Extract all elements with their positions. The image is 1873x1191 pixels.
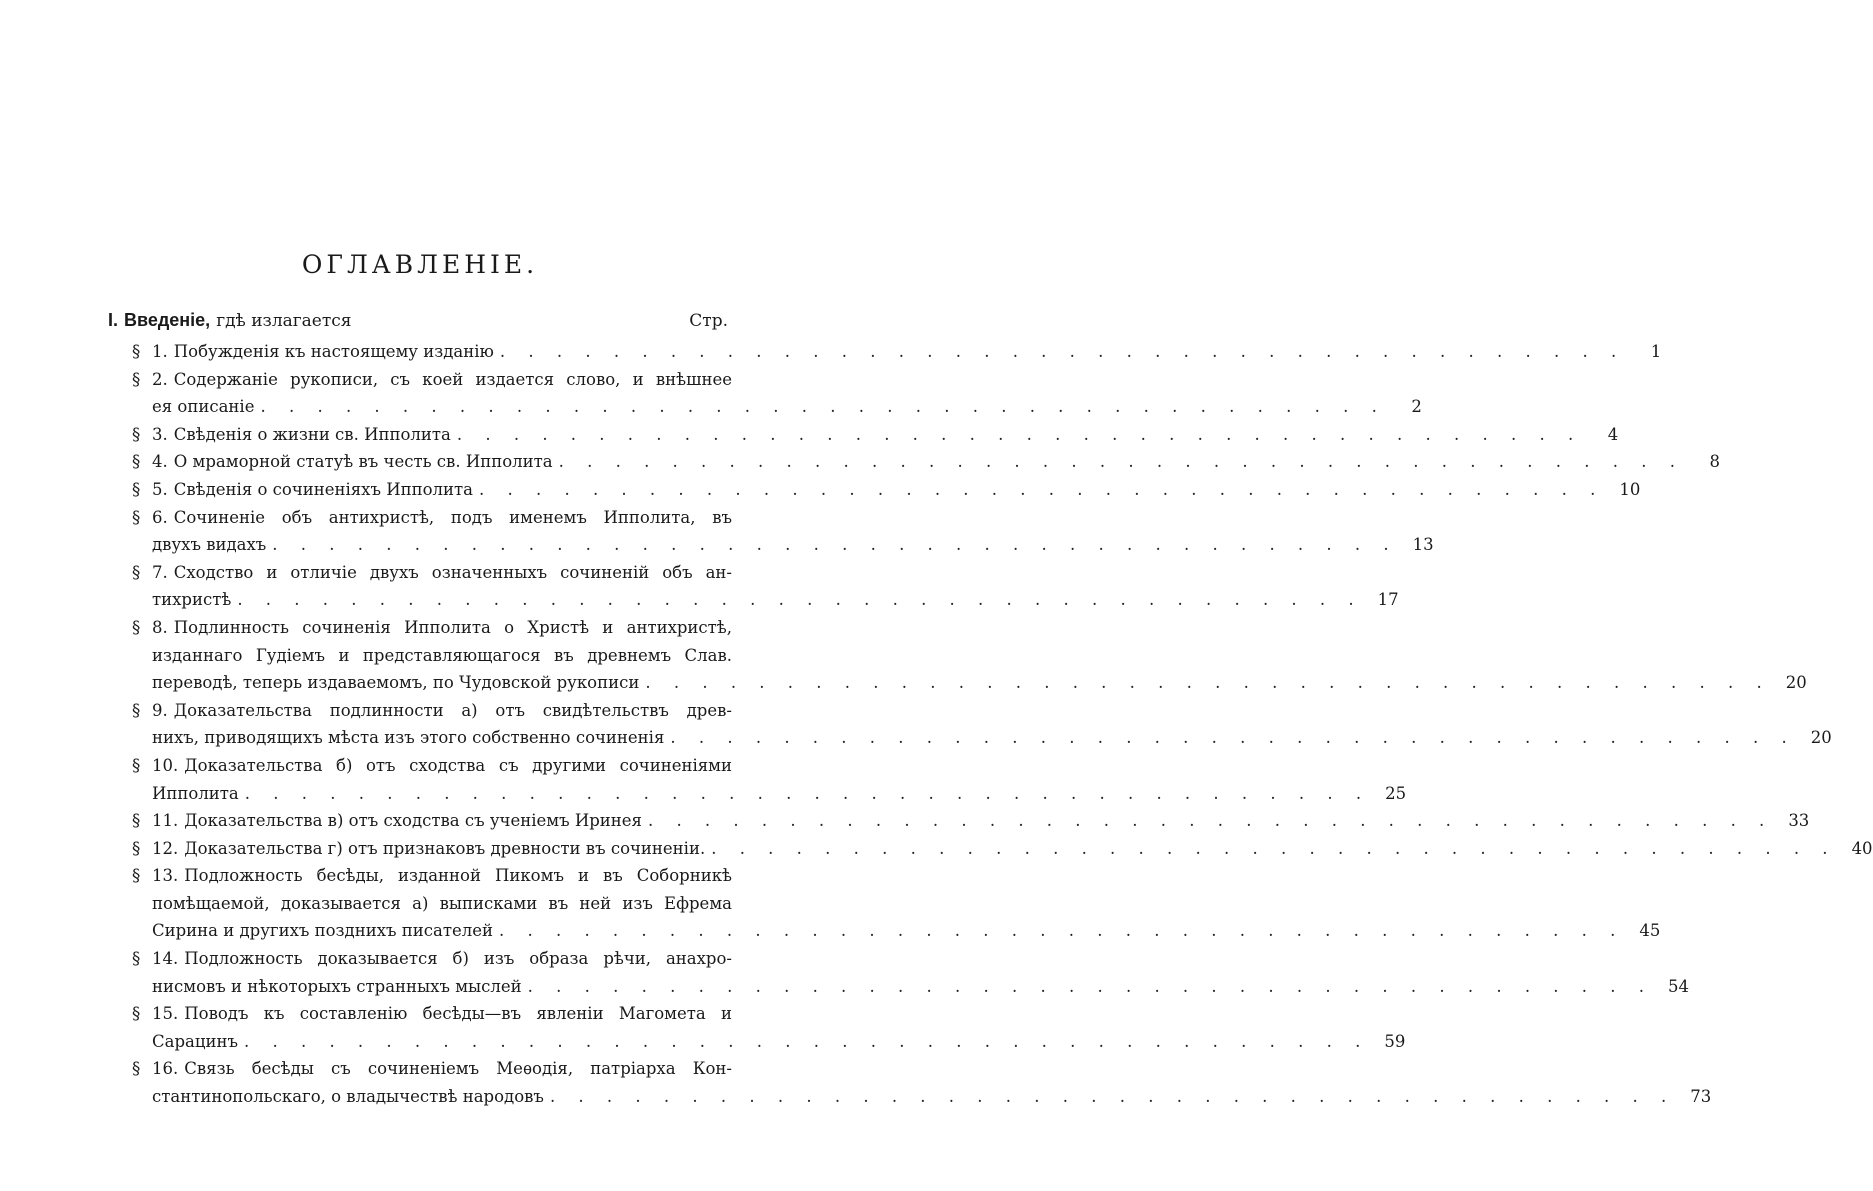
dot-leader: . . . . . . . . . . . . . . . . . . . . . . . . . . . . . . . . . . . . . . . .: [647, 811, 1774, 831]
toc-entry-page: 40: [1851, 838, 1873, 858]
toc-entry-number: 6.: [152, 507, 168, 527]
section-sign: §: [132, 755, 141, 775]
toc-entry: [132, 945, 1690, 1000]
section-sign: §: [132, 452, 141, 472]
dot-leader: . . . . . . . . . . . . . . . . . . . . . . . . . . . . . . . . . . . . . . . .: [711, 838, 1837, 858]
toc-entry-page: 10: [1619, 479, 1641, 499]
toc-entry-line: [132, 338, 1662, 366]
toc-entry-number: 5.: [152, 479, 168, 499]
toc-entry-text: нисмовъ и нѣкоторыхъ странныхъ мыслей: [152, 976, 522, 996]
toc-entry-text: изданнаго Гудіемъ и представляющагося въ древнемъ Слав.: [152, 645, 732, 665]
toc-entry-text: тихристѣ: [152, 590, 232, 610]
toc-entry-line: [132, 1055, 732, 1083]
section-sign: §: [132, 479, 141, 499]
section-sign: §: [132, 369, 141, 389]
section-sign: §: [132, 700, 141, 720]
toc-entry-line: [132, 559, 732, 587]
toc-entry: [132, 835, 1873, 863]
toc-entry: [132, 476, 1641, 504]
toc-entry-number: 8.: [152, 617, 168, 637]
toc-entry: [132, 559, 1399, 614]
dot-leader: . . . . . . . . . . . . . . . . . . . . . . . . . . . . . . . . . . . . . . . .: [549, 1087, 1676, 1107]
toc-entry-text: помѣщаемой, доказывается а) выписками въ ней изъ Ефрема: [152, 893, 732, 913]
section-sign: §: [132, 342, 141, 361]
toc-entry: [132, 752, 1407, 807]
section-sign: §: [132, 866, 141, 886]
toc-entry: [132, 338, 1662, 366]
toc-entry-text: двухъ видахъ: [152, 535, 267, 555]
toc-entry-line: [132, 531, 1434, 559]
dot-leader: . . . . . . . . . . . . . . . . . . . . . . . . . . . . . . . . . . . . . . . .: [244, 783, 1371, 803]
toc-entry-number: 13.: [152, 866, 179, 886]
toc-entry-line: [132, 697, 732, 725]
toc-entry-line: [132, 421, 1619, 449]
toc-entry-number: 15.: [152, 1004, 179, 1024]
dot-leader: . . . . . . . . . . . . . . . . . . . . . . . . . . . . . . . . . . . . . . . .: [670, 728, 1796, 748]
toc-entry-line: [132, 366, 732, 394]
toc-entry: [132, 504, 1434, 559]
toc-entry-text: переводѣ, теперь издаваемомъ, по Чудовской рукописи: [152, 673, 640, 693]
section-sign: §: [132, 949, 141, 969]
toc-entry-page: 1: [1650, 342, 1662, 361]
toc-entry-line: [132, 1000, 732, 1028]
toc-entry-page: 8: [1709, 452, 1720, 472]
toc-entry-number: 9.: [152, 700, 168, 720]
toc-entry-page: 59: [1384, 1031, 1406, 1051]
toc-entry-page: 73: [1690, 1087, 1712, 1107]
toc-entry-line: [132, 752, 732, 780]
toc-entry-number: 7.: [152, 562, 168, 582]
toc-entry-page: 17: [1377, 590, 1399, 610]
toc-entry-line: [132, 945, 732, 973]
toc-entry: [132, 697, 1832, 752]
toc-entry-line: [132, 807, 1810, 835]
dot-leader: . . . . . . . . . . . . . . . . . . . . . . . . . . . . . . . . . . . . . . . .: [237, 590, 1363, 610]
table-of-contents: [132, 338, 1873, 1111]
toc-entry-text: О мраморной статуѣ въ честь св. Ипполита: [173, 452, 553, 472]
toc-entry-line: [132, 393, 1422, 421]
section-numeral: I.: [108, 310, 119, 330]
toc-entry-number: 11.: [152, 811, 179, 831]
toc-entry-line: [132, 586, 1399, 614]
toc-entry-number: 3.: [152, 424, 168, 444]
toc-entry-number: 4.: [152, 452, 168, 472]
toc-entry-line: [132, 917, 1661, 945]
toc-entry-number: 14.: [152, 949, 179, 969]
toc-entry-text: Подлинность сочиненія Ипполита о Христѣ и антихристѣ,: [173, 617, 732, 637]
toc-entry-line: [132, 862, 732, 890]
page-title: ОГЛАВЛЕНІЕ.: [301, 250, 539, 279]
toc-entry-line: [132, 614, 732, 642]
dot-leader: . . . . . . . . . . . . . . . . . . . . . . . . . . . . . . . . . . . . . . . .: [260, 397, 1386, 417]
toc-entry: [132, 1055, 1712, 1110]
toc-entry-line: [132, 890, 732, 918]
section-subtitle: гдѣ излагается: [216, 311, 352, 331]
toc-entry-text: Подложность доказывается б) изъ образа рѣчи, анахро-: [184, 949, 732, 969]
toc-entry: [132, 862, 1661, 945]
dot-leader: . . . . . . . . . . . . . . . . . . . . . . . . . . . . . . . . . . . . . . . .: [645, 673, 1771, 693]
toc-entry-text: Доказательства в) отъ сходства съ ученіемъ Иринея: [184, 811, 642, 831]
toc-entry-line: [132, 669, 1807, 697]
toc-entry-line: [132, 642, 732, 670]
toc-entry-page: 13: [1412, 535, 1434, 555]
toc-entry-line: [132, 835, 1873, 863]
toc-entry-text: Подложность бесѣды, изданной Пикомъ и въ Соборникѣ: [184, 866, 732, 886]
section-sign: §: [132, 811, 141, 831]
page-column-label: Стр.: [689, 311, 728, 331]
section-sign: §: [132, 838, 141, 858]
section-sign: §: [132, 424, 141, 444]
toc-entry-page: 54: [1668, 976, 1690, 996]
section-title: Введеніе,: [124, 310, 211, 330]
toc-entry: [132, 366, 1422, 421]
toc-entry-line: [132, 504, 732, 532]
toc-entry-number: 16.: [152, 1059, 179, 1079]
toc-entry-line: [132, 448, 1720, 476]
dot-leader: . . . . . . . . . . . . . . . . . . . . . . . . . . . . . . . . . . . . . . . .: [456, 424, 1583, 444]
toc-entry-text: Свѣденія о сочиненіяхъ Ипполита: [173, 479, 473, 499]
toc-entry-line: [132, 1083, 1712, 1111]
toc-entry-text: Доказательства б) отъ сходства съ другими сочиненіями: [184, 755, 732, 775]
toc-entry-page: 4: [1607, 424, 1619, 444]
toc-entry-line: [132, 973, 1690, 1001]
toc-entry-text: стантинопольскаго, о владычествѣ народовъ: [152, 1087, 544, 1107]
toc-entry-text: Сирина и другихъ позднихъ писателей: [152, 921, 493, 941]
toc-entry-page: 2: [1411, 397, 1422, 417]
section-heading: [108, 310, 352, 331]
dot-leader: . . . . . . . . . . . . . . . . . . . . . . . . . . . . . . . . . . . . . . . .: [478, 479, 1605, 499]
toc-entry-page: 33: [1788, 811, 1810, 831]
toc-entry-text: Поводъ къ составленію бесѣды—въ явленіи Магомета и: [184, 1004, 732, 1024]
toc-entry-page: 20: [1810, 728, 1832, 748]
toc-entry-text: Доказательства г) отъ признаковъ древности въ сочиненіи.: [184, 838, 706, 858]
section-header: [108, 310, 728, 331]
toc-entry-text: Ипполита: [152, 783, 239, 803]
dot-leader: . . . . . . . . . . . . . . . . . . . . . . . . . . . . . . . . . . . . . . . .: [527, 976, 1654, 996]
toc-entry-text: ея описаніе: [152, 397, 255, 417]
toc-entry-text: нихъ, приводящихъ мѣста изъ этого собственно сочиненія: [152, 728, 665, 748]
section-sign: §: [132, 1059, 141, 1079]
toc-entry-number: 12.: [152, 838, 179, 858]
dot-leader: . . . . . . . . . . . . . . . . . . . . . . . . . . . . . . . . . . . . . . . .: [272, 535, 1398, 555]
toc-entry: [132, 448, 1720, 476]
toc-entry-text: Свѣденія о жизни св. Ипполита: [173, 424, 451, 444]
toc-entry-text: Сарацинъ: [152, 1031, 238, 1051]
toc-entry-text: Побужденія къ настоящему изданію: [173, 342, 494, 361]
toc-entry-number: 10.: [152, 755, 179, 775]
toc-entry: [132, 421, 1619, 449]
toc-entry: [132, 807, 1810, 835]
toc-entry-line: [132, 476, 1641, 504]
section-sign: §: [132, 507, 141, 527]
toc-entry-text: Связь бесѣды съ сочиненіемъ Меѳодія, патріарха Кон-: [184, 1059, 732, 1079]
dot-leader: . . . . . . . . . . . . . . . . . . . . . . . . . . . . . . . . . . . . . . . .: [243, 1031, 1370, 1051]
toc-entry-line: [132, 724, 1832, 752]
toc-entry-text: Содержаніе рукописи, съ коей издается слово, и внѣшнее: [173, 369, 732, 389]
toc-entry-line: [132, 1028, 1406, 1056]
toc-entry-text: Доказательства подлинности а) отъ свидѣтельствъ древ-: [173, 700, 732, 720]
dot-leader: . . . . . . . . . . . . . . . . . . . . . . . . . . . . . . . . . . . . . . . .: [558, 452, 1684, 472]
toc-entry: [132, 614, 1807, 697]
toc-entry-number: 2.: [152, 369, 168, 389]
dot-leader: . . . . . . . . . . . . . . . . . . . . . . . . . . . . . . . . . . . . . . . .: [499, 342, 1626, 361]
toc-entry-page: 45: [1639, 921, 1661, 941]
section-sign: §: [132, 1004, 141, 1024]
toc-entry: [132, 1000, 1406, 1055]
toc-entry-page: 25: [1385, 783, 1407, 803]
toc-entry-page: 20: [1785, 673, 1807, 693]
dot-leader: . . . . . . . . . . . . . . . . . . . . . . . . . . . . . . . . . . . . . . . .: [498, 921, 1625, 941]
toc-entry-line: [132, 780, 1407, 808]
section-sign: §: [132, 617, 141, 637]
section-sign: §: [132, 562, 141, 582]
toc-entry-text: Сходство и отличіе двухъ означенныхъ сочиненій объ ан-: [173, 562, 732, 582]
toc-entry-number: 1.: [152, 342, 168, 361]
toc-entry-text: Сочиненіе объ антихристѣ, подъ именемъ Ипполита, въ: [173, 507, 732, 527]
